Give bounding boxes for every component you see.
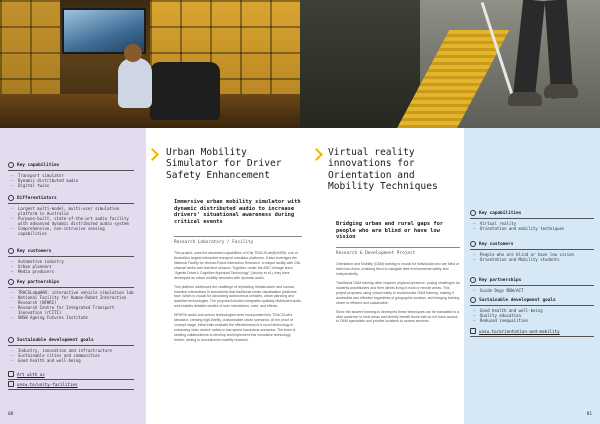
section-title: Differentiators <box>17 195 57 201</box>
list-item: – Orientation and Mobility students <box>470 257 594 262</box>
section-title: Key customers <box>479 241 514 247</box>
article-category: Research & Development Project <box>336 251 416 256</box>
link-icon <box>8 381 14 387</box>
handshake-icon <box>470 277 476 283</box>
link-icon <box>470 328 476 334</box>
sidebar-section <box>470 297 594 323</box>
article-category: Research Laboratory / Facility <box>174 240 254 245</box>
article-body <box>336 262 460 329</box>
handshake-icon <box>8 279 14 285</box>
globe-icon <box>8 337 14 343</box>
sidebar-section <box>8 279 134 320</box>
leg <box>513 0 545 99</box>
list-item: – Automotive industry <box>8 259 134 264</box>
link-text[interactable]: unsw.to/orientation-and-mobility <box>479 328 560 334</box>
article-subtitle: Bridging urban and rural gaps for people who are blind or have low vision <box>336 221 444 241</box>
list-item: – Largest multi-model, multi-user simulation platform in Australia <box>8 206 134 216</box>
list-item: – Good health and well-being <box>470 308 594 313</box>
list-item: – Transport simulator <box>8 173 134 178</box>
target-icon <box>470 210 476 216</box>
simulator-seat <box>150 62 220 120</box>
page-number: 08 <box>8 412 14 417</box>
section-title: Key customers <box>17 248 52 254</box>
people-icon <box>470 241 476 247</box>
section-title: Key partnerships <box>17 279 60 285</box>
list-item: – People who are blind or have low vision <box>470 252 594 257</box>
paragraph: Orientation and Mobility (O&M) training is crucial for individuals who are blind or have low vision, enabling them to navigate their environments safely and independently. <box>336 262 460 276</box>
left-sidebar <box>0 128 146 424</box>
sidebar-section <box>8 195 134 236</box>
paragraph: Traditional O&M training often requires physical presence, posing challenges for students practitioners and their clients living in rural or remote areas. This project proposes using virtual reality to revolutionise O&M training, making it accessible and effective regardless of geographic location, and bringing training closer to efficient and sustainable. <box>336 280 460 305</box>
people-icon <box>8 248 14 254</box>
person <box>118 58 152 108</box>
list-item: – Guide Dogs NSW/ACT <box>470 288 594 293</box>
sidebar-section <box>470 277 594 293</box>
right-sidebar <box>464 128 600 424</box>
list-item: – Purpose-built, state-of-the-art audio facility with advanced dynamic distributed audio system <box>8 216 134 226</box>
list-item: – Quality education <box>470 313 594 318</box>
paragraph: Since the student learning is developed these techniques can be translated to a wide audience in rural areas and directly benefit those that do not have access to O&M specialists and provide locations to access services. <box>336 309 460 324</box>
link-text[interactable]: unsw.to/unity-facilities <box>17 381 78 387</box>
list-item: – Virtual reality <box>470 221 594 226</box>
street-background <box>300 0 420 128</box>
article-title: Virtual reality innovations for Orientation and Mobility Techniques <box>328 147 438 193</box>
sidebar-section <box>8 162 134 188</box>
list-item: – Dynamic distributed audio <box>8 178 134 183</box>
driving-simulator-photo <box>0 0 300 128</box>
chevron-icon <box>312 148 322 162</box>
globe-icon <box>470 297 476 303</box>
list-item: – Sustainable cities and communities <box>8 353 134 358</box>
target-icon <box>8 162 14 168</box>
tactile-paving-photo <box>300 0 600 128</box>
shoe <box>544 84 578 98</box>
divider <box>336 247 460 248</box>
shoe <box>508 92 542 106</box>
page-number: 81 <box>586 412 592 417</box>
paragraph: This project, uses the advanced capabilities of iCity TRACSLab@UNSW, one of Australia's largest interactive transport simulator platforms. It also leverages the National Facility for Human-Robot Interaction Research, a unique facility with 136-channel audio and real-time sensors. Together, under the ARC Linkage team "Agents Driver's Cognitive Appraisal Technology" (Jacoby et al.), they have developed an urban mobility simulator with dynamic audio. <box>174 251 302 280</box>
list-item: – UNSW Ageing Futures Institute <box>8 315 134 320</box>
sidebar-link[interactable] <box>8 371 134 380</box>
paragraph: NFHRI's audio and sensor technologies were incorporated into TRACSLab's simulator, creating high-fidelity, customisable urban scenarios. At the proof of concept stage, initial trials evaluate the effectiveness of a novel technology in enhancing older drivers' safety in low-speed hazardous scenarios. The team is seeking collaborations to develop and implement this innovative technology further, aiming to revolutionise mobility research. <box>174 313 296 342</box>
list-item: – National Facility for Human-Robot Interaction Research (NFHRI) <box>8 295 134 305</box>
list-item: – Comprehensive, non-intrusive sensing capabilities <box>8 226 134 236</box>
article-subtitle: Immersive urban mobility simulator with dynamic distributed audio to increase drivers' situational awareness during critical events <box>174 199 301 225</box>
list-item: – Urban planners <box>8 264 134 269</box>
divider <box>174 236 302 237</box>
section-title: Sustainable development goals <box>479 297 556 303</box>
list-item: – Good health and well-being <box>8 358 134 363</box>
sidebar-section <box>470 210 594 231</box>
section-title: Sustainable development goals <box>17 337 94 343</box>
paragraph: This platform addresses the challenge of replicating infrastructure and human-machine interactions in simulations that traditional urban visualisation platforms face, which is crucial for advancing autonomous vehicles, urban planning and assistive technologies. The proposed solution integrates spatially distributed audio and enables detailed studies of user interactions, cues, and effects. <box>174 284 302 309</box>
list-item: – Industry, innovation and infrastructure <box>8 348 134 353</box>
list-item: – TRACSLab@HAR: interactive vehicle simulation lab <box>8 290 134 295</box>
section-title: Key partnerships <box>479 277 522 283</box>
list-item: – Reduced inequalities <box>470 318 594 323</box>
sidebar-section <box>470 241 594 262</box>
list-item: – Research Centre for Integrated Transport Innovation (rCITI) <box>8 305 134 315</box>
list-item: – Media producers <box>8 269 134 274</box>
sidebar-section <box>8 248 134 274</box>
section-title: Key capabilities <box>479 210 522 216</box>
link-text[interactable]: Art with us <box>17 371 45 377</box>
sidebar-link[interactable] <box>8 381 134 390</box>
list-item: – Orientation and mobility techniques <box>470 226 594 231</box>
person-head <box>124 44 142 62</box>
section-title: Key capabilities <box>17 162 60 168</box>
mail-icon <box>8 371 14 377</box>
sidebar-section <box>8 337 134 363</box>
star-icon <box>8 195 14 201</box>
article-title: Urban Mobility Simulator for Driver Safety Enhancement <box>166 147 282 181</box>
article-body <box>174 251 302 347</box>
sidebar-link[interactable] <box>470 328 594 337</box>
chevron-icon <box>148 148 158 162</box>
list-item: – Digital twins <box>8 183 134 188</box>
